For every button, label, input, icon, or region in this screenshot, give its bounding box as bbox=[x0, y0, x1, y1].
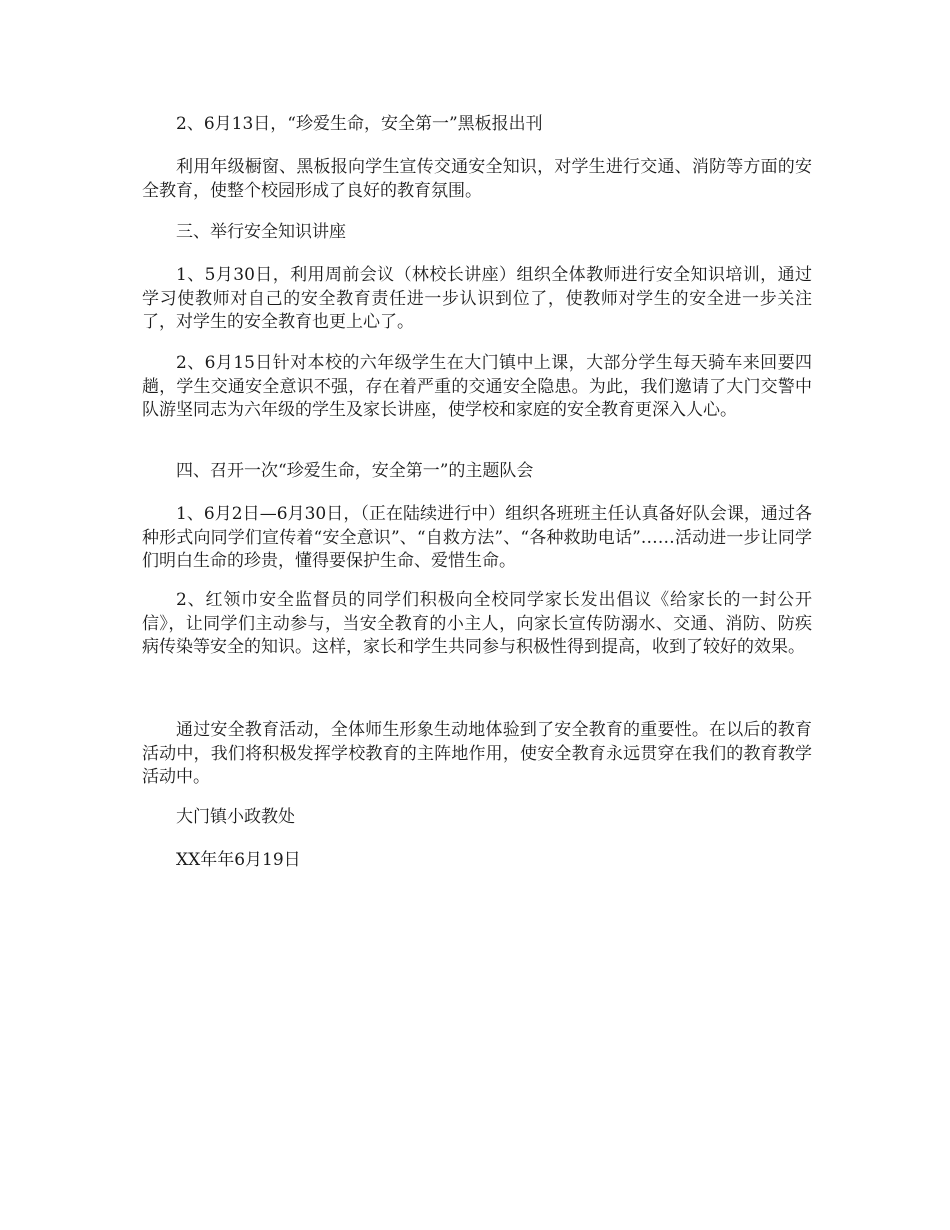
section-heading-meeting: 四、召开一次“珍爱生命，安全第一”的主题队会 bbox=[176, 461, 534, 481]
paragraph-meeting-2: 2、红领巾安全监督员的同学们积极向全校同学家长发出倡议《给家长的一封公开信》，让同学们主动参与，当安全教育的小主人，向家长宣传防溺水、交通、消防、防疾病传染等安全的知识。这样，家长和学生共同参与积极性得到提高，收到了较好的效果。 bbox=[142, 590, 812, 657]
paragraph-blackboard-body: 利用年级橱窗、黑板报向学生宣传交通安全知识，对学生进行交通、消防等方面的安全教育，使整个校园形成了良好的教育氛围。 bbox=[142, 157, 812, 201]
paragraph-lecture-1: 1、5月30日，利用周前会议（林校长讲座）组织全体教师进行安全知识培训，通过学习使教师对自己的安全教育责任进一步认识到位了，使教师对学生的安全进一步关注了，对学生的安全教育也更上心了。 bbox=[142, 265, 812, 332]
signature-office: 大门镇小政教处 bbox=[176, 807, 295, 827]
section-heading-lectures: 三、举行安全知识讲座 bbox=[176, 222, 346, 242]
paragraph-blackboard-heading: 2、6月13日，“珍爱生命，安全第一”黑板报出刊 bbox=[176, 114, 543, 134]
signature-date: XX年年6月19日 bbox=[176, 850, 301, 870]
paragraph-meeting-1: 1、6月2日—6月30日，（正在陆续进行中）组织各班班主任认真备好队会课，通过各种形式向同学们宣传着“安全意识”、“自救方法”、“各种救助电话”……活动进一步让同学们明白生命的珍贵，懂得要保护生命、爱惜生命。 bbox=[142, 504, 812, 571]
paragraph-conclusion: 通过安全教育活动，全体师生形象生动地体验到了安全教育的重要性。在以后的教育活动中，我们将积极发挥学校教育的主阵地作用，使安全教育永远贯穿在我们的教育教学活动中。 bbox=[142, 720, 812, 787]
paragraph-lecture-2: 2、6月15日针对本校的六年级学生在大门镇中上课，大部分学生每天骑车来回要四趟，学生交通安全意识不强，存在着严重的交通安全隐患。为此，我们邀请了大门交警中队游坚同志为六年级的学生及家长讲座，使学校和家庭的安全教育更深入人心。 bbox=[142, 353, 812, 420]
